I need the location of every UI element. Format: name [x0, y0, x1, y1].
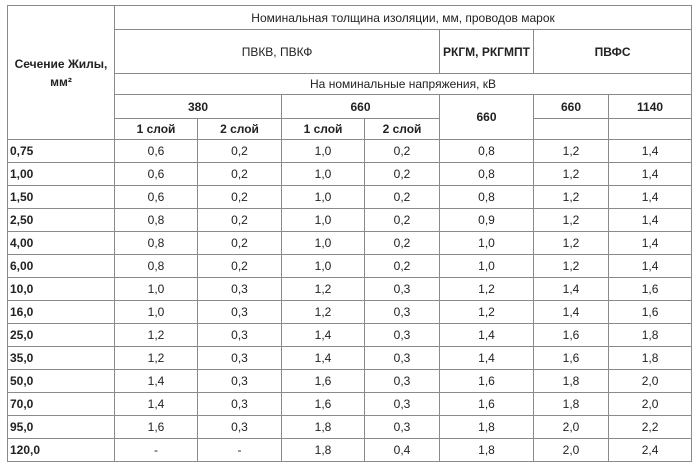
table-row [8, 439, 692, 462]
pvkv-380-1-layer: 0,8 [115, 209, 198, 232]
pvkv-380-1-layer: 1,2 [115, 324, 198, 347]
pvfs-1140: 1,4 [609, 140, 692, 163]
pvkv-660-2-layer: 0,3 [365, 416, 440, 439]
brand-rkgm: РКГМ, РКГМПТ [440, 30, 534, 74]
pvkv-660-2-layer: 0,3 [365, 370, 440, 393]
layer-1-380: 1 слой [115, 119, 198, 140]
pvkv-660-2-layer: 0,2 [365, 209, 440, 232]
pvkv-660-1-layer: 1,0 [282, 186, 365, 209]
pvkv-380-2-layer: 0,3 [198, 416, 282, 439]
pvkv-660-2-layer: 0,2 [365, 140, 440, 163]
pvkv-380-2-layer: 0,3 [198, 324, 282, 347]
rkgm-660: 0,8 [440, 140, 534, 163]
layer-1-660: 1 слой [282, 119, 365, 140]
pvfs-660: 1,6 [534, 347, 609, 370]
table-row [8, 347, 692, 370]
rkgm-660: 0,8 [440, 163, 534, 186]
pvfs-660: 1,8 [534, 370, 609, 393]
section-cell: 120,0 [8, 439, 115, 462]
pvkv-660-1-layer: 1,0 [282, 232, 365, 255]
pvfs-660: 2,0 [534, 439, 609, 462]
pvfs-1140: 1,6 [609, 278, 692, 301]
pvkv-380-1-layer: - [115, 439, 198, 462]
pvfs-660: 1,2 [534, 140, 609, 163]
pvkv-380-1-layer: 0,6 [115, 186, 198, 209]
layer-2-660: 2 слой [365, 119, 440, 140]
table-row [8, 370, 692, 393]
section-cell: 35,0 [8, 347, 115, 370]
section-cell: 16,0 [8, 301, 115, 324]
section-cell: 6,00 [8, 255, 115, 278]
pvkv-660-2-layer: 0,3 [365, 393, 440, 416]
rkgm-660: 1,0 [440, 255, 534, 278]
table-row [8, 232, 692, 255]
table-row [8, 186, 692, 209]
pvkv-380-1-layer: 1,2 [115, 347, 198, 370]
rkgm-660: 1,2 [440, 278, 534, 301]
pvkv-660-2-layer: 0,3 [365, 347, 440, 370]
pvkv-660-1-layer: 1,6 [282, 393, 365, 416]
section-cell: 4,00 [8, 232, 115, 255]
section-cell: 1,00 [8, 163, 115, 186]
section-cell: 2,50 [8, 209, 115, 232]
table-row [8, 393, 692, 416]
pvkv-380-2-layer: 0,3 [198, 347, 282, 370]
pvfs-1140: 2,0 [609, 393, 692, 416]
pvfs-660: 2,0 [534, 416, 609, 439]
pvkv-380-2-layer: 0,2 [198, 163, 282, 186]
pvkv-380-2-layer: - [198, 439, 282, 462]
table-row [8, 416, 692, 439]
brand-pvfs: ПВФС [534, 30, 692, 74]
pvkv-660-1-layer: 1,4 [282, 347, 365, 370]
pvkv-380-2-layer: 0,2 [198, 140, 282, 163]
rkgm-660: 1,8 [440, 439, 534, 462]
rkgm-660: 1,6 [440, 393, 534, 416]
pvkv-380-1-layer: 0,6 [115, 163, 198, 186]
pvkv-380-2-layer: 0,3 [198, 301, 282, 324]
table-row [8, 278, 692, 301]
voltage-660-pvfs: 660 [534, 95, 609, 119]
pvkv-660-1-layer: 1,0 [282, 163, 365, 186]
pvfs-1140: 1,8 [609, 324, 692, 347]
pvfs-660: 1,2 [534, 255, 609, 278]
pvkv-660-1-layer: 1,8 [282, 416, 365, 439]
pvkv-660-1-layer: 1,8 [282, 439, 365, 462]
voltage-header: На номинальные напряжения, кВ [115, 74, 692, 95]
pvkv-380-2-layer: 0,2 [198, 209, 282, 232]
pvfs-1140: 1,4 [609, 186, 692, 209]
pvfs-660: 1,2 [534, 209, 609, 232]
insulation-thickness-table [7, 5, 692, 462]
pvfs-660: 1,4 [534, 301, 609, 324]
pvkv-660-1-layer: 1,6 [282, 370, 365, 393]
pvkv-380-1-layer: 0,8 [115, 232, 198, 255]
pvfs-660: 1,2 [534, 186, 609, 209]
section-cell: 50,0 [8, 370, 115, 393]
pvfs-1140: 1,4 [609, 209, 692, 232]
pvkv-380-2-layer: 0,2 [198, 186, 282, 209]
pvkv-380-1-layer: 1,6 [115, 416, 198, 439]
pvkv-380-2-layer: 0,3 [198, 278, 282, 301]
table-row [8, 163, 692, 186]
pvkv-380-2-layer: 0,3 [198, 393, 282, 416]
pvkv-660-1-layer: 1,0 [282, 140, 365, 163]
pvkv-380-1-layer: 1,4 [115, 393, 198, 416]
section-cell: 10,0 [8, 278, 115, 301]
section-cell: 1,50 [8, 186, 115, 209]
pvkv-380-1-layer: 0,6 [115, 140, 198, 163]
rkgm-660: 1,4 [440, 324, 534, 347]
rkgm-660: 1,6 [440, 370, 534, 393]
pvkv-660-2-layer: 0,4 [365, 439, 440, 462]
table-row [8, 140, 692, 163]
pvfs-660: 1,6 [534, 324, 609, 347]
voltage-1140: 1140 [609, 95, 692, 119]
pvfs-1140: 1,4 [609, 232, 692, 255]
pvkv-660-1-layer: 1,0 [282, 255, 365, 278]
pvfs-1140: 2,0 [609, 370, 692, 393]
rkgm-660: 0,9 [440, 209, 534, 232]
pvfs-1140: 1,8 [609, 347, 692, 370]
rkgm-660: 1,0 [440, 232, 534, 255]
layer-2-380: 2 слой [198, 119, 282, 140]
pvkv-660-1-layer: 1,2 [282, 301, 365, 324]
pvfs-660: 1,2 [534, 163, 609, 186]
brand-pvkv-pvkf: ПВКВ, ПВКФ [115, 30, 440, 74]
pvkv-660-2-layer: 0,3 [365, 324, 440, 347]
pvfs-1140: 2,2 [609, 416, 692, 439]
pvkv-380-1-layer: 1,0 [115, 301, 198, 324]
section-cell: 70,0 [8, 393, 115, 416]
pvkv-380-2-layer: 0,3 [198, 370, 282, 393]
pvfs-660: 1,2 [534, 232, 609, 255]
pvkv-660-2-layer: 0,2 [365, 255, 440, 278]
section-cell: 95,0 [8, 416, 115, 439]
pvkv-660-2-layer: 0,2 [365, 163, 440, 186]
pvfs-1140: 2,4 [609, 439, 692, 462]
table-row [8, 255, 692, 278]
nominal-thickness-header: Номинальная толщина изоляции, мм, проводов марок [115, 6, 692, 30]
pvkv-660-1-layer: 1,0 [282, 209, 365, 232]
pvkv-660-2-layer: 0,2 [365, 232, 440, 255]
voltage-660-pvkv: 660 [282, 95, 440, 119]
pvkv-660-2-layer: 0,3 [365, 301, 440, 324]
rkgm-660: 0,8 [440, 186, 534, 209]
section-cell: 25,0 [8, 324, 115, 347]
rkgm-660: 1,2 [440, 301, 534, 324]
table-row [8, 209, 692, 232]
table-row [8, 301, 692, 324]
pvfs-1140: 1,6 [609, 301, 692, 324]
pvfs-660: 1,8 [534, 393, 609, 416]
pvkv-660-2-layer: 0,3 [365, 278, 440, 301]
pvkv-380-1-layer: 0,8 [115, 255, 198, 278]
pvfs-1140: 1,4 [609, 163, 692, 186]
pvkv-380-1-layer: 1,0 [115, 278, 198, 301]
section-header: Сечение Жилы, мм² [8, 6, 115, 140]
pvkv-380-1-layer: 1,4 [115, 370, 198, 393]
rkgm-660: 1,8 [440, 416, 534, 439]
pvkv-660-1-layer: 1,4 [282, 324, 365, 347]
pvfs-1140: 1,4 [609, 255, 692, 278]
pvkv-660-2-layer: 0,2 [365, 186, 440, 209]
section-cell: 0,75 [8, 140, 115, 163]
empty-cell [534, 119, 609, 140]
pvkv-380-2-layer: 0,2 [198, 232, 282, 255]
empty-cell [609, 119, 692, 140]
voltage-660-rkgm: 660 [440, 95, 534, 140]
rkgm-660: 1,4 [440, 347, 534, 370]
pvkv-660-1-layer: 1,2 [282, 278, 365, 301]
pvkv-380-2-layer: 0,2 [198, 255, 282, 278]
pvfs-660: 1,4 [534, 278, 609, 301]
voltage-380: 380 [115, 95, 282, 119]
table-row [8, 324, 692, 347]
